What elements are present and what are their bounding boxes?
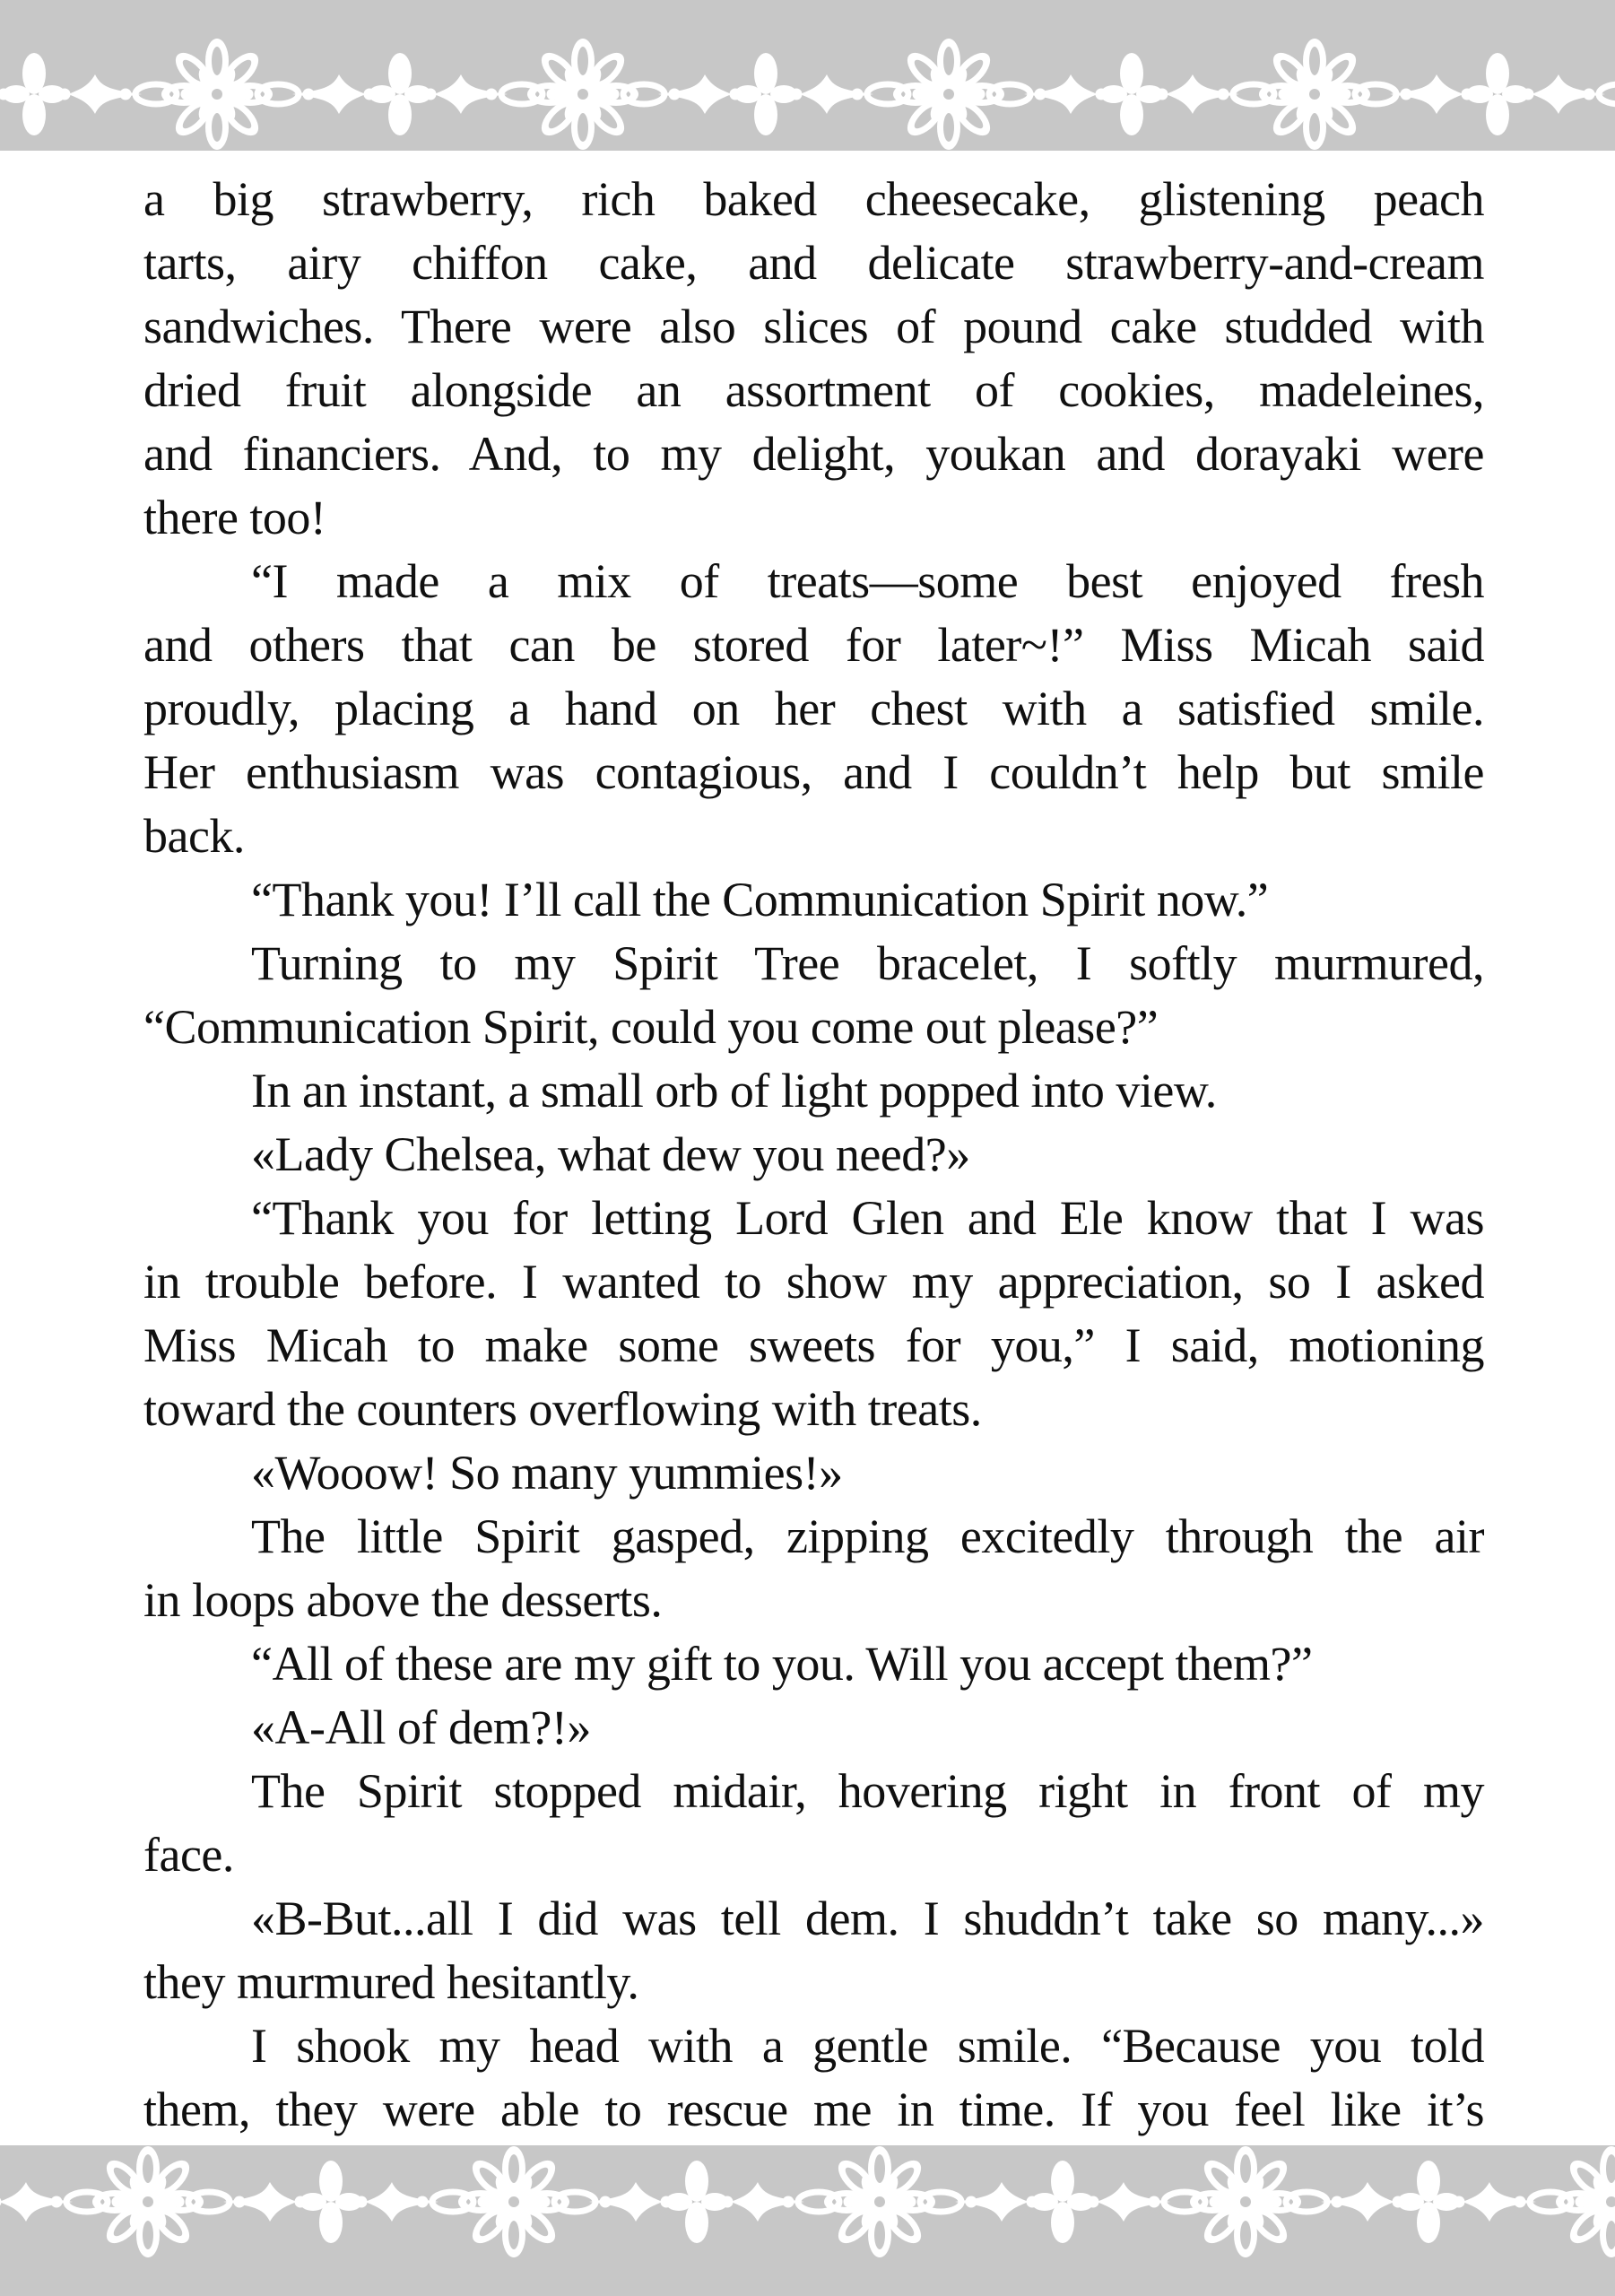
text-line: in trouble before. I wanted to show my appreciation, so I asked xyxy=(143,1255,1484,1309)
text-line: “Thank you for letting Lord Glen and Ele know that I was xyxy=(251,1191,1484,1245)
text-line: «A-All of dem?!» xyxy=(251,1700,591,1754)
text-line: they murmured hesitantly. xyxy=(143,1955,639,2009)
text-line: dried fruit alongside an assortment of cookies, madeleines, xyxy=(143,363,1484,417)
text-line: “I made a mix of treats—some best enjoyed fresh xyxy=(251,554,1484,608)
text-line: and others that can be stored for later~!” Miss Micah said xyxy=(143,618,1484,672)
border-ornament-row-icon xyxy=(0,2145,1615,2296)
text-line: and financiers. And, to my delight, youkan and dorayaki were xyxy=(143,427,1484,481)
text-line: «Wooow! So many yummies!» xyxy=(251,1446,843,1500)
text-line: tarts, airy chiffon cake, and delicate strawberry-and-cream xyxy=(143,236,1484,290)
ornamental-border-top xyxy=(0,0,1615,151)
text-line: I shook my head with a gentle smile. “Because you told xyxy=(251,2019,1484,2073)
text-line: there too! xyxy=(143,491,326,544)
text-line: proudly, placing a hand on her chest with a satisfied smile. xyxy=(143,682,1484,735)
text-line: back. xyxy=(143,809,245,863)
text-line: a big strawberry, rich baked cheesecake, glistening peach xyxy=(143,172,1484,226)
text-line: In an instant, a small orb of light popped into view. xyxy=(251,1064,1217,1118)
border-ornament-row-icon xyxy=(0,0,1615,151)
text-line: Her enthusiasm was contagious, and I couldn’t help but smile xyxy=(143,745,1484,799)
text-line: sandwiches. There were also slices of pound cake studded with xyxy=(143,300,1484,353)
book-page-text xyxy=(143,168,1484,2142)
text-line: face. xyxy=(143,1828,234,1882)
text-line: Miss Micah to make some sweets for you,” I said, motioning xyxy=(143,1318,1484,1372)
text-line: toward the counters overflowing with treats. xyxy=(143,1382,982,1436)
text-line: «B-But...all I did was tell dem. I shuddn’t take so many...» xyxy=(251,1892,1484,1945)
text-line: “Communication Spirit, could you come out please?” xyxy=(143,1000,1159,1054)
text-line: The Spirit stopped midair, hovering right in front of my xyxy=(251,1764,1484,1818)
text-line: “Thank you! I’ll call the Communication Spirit now.” xyxy=(251,873,1269,926)
text-line: in loops above the desserts. xyxy=(143,1573,663,1627)
text-line: The little Spirit gasped, zipping excitedly through the air xyxy=(251,1509,1484,1563)
ornamental-border-bottom xyxy=(0,2145,1615,2296)
text-line: “All of these are my gift to you. Will you accept them?” xyxy=(251,1637,1313,1691)
text-line: them, they were able to rescue me in time. If you feel like it’s xyxy=(143,2083,1484,2136)
text-line: Turning to my Spirit Tree bracelet, I softly murmured, xyxy=(251,936,1484,990)
text-line: «Lady Chelsea, what dew you need?» xyxy=(251,1127,970,1181)
